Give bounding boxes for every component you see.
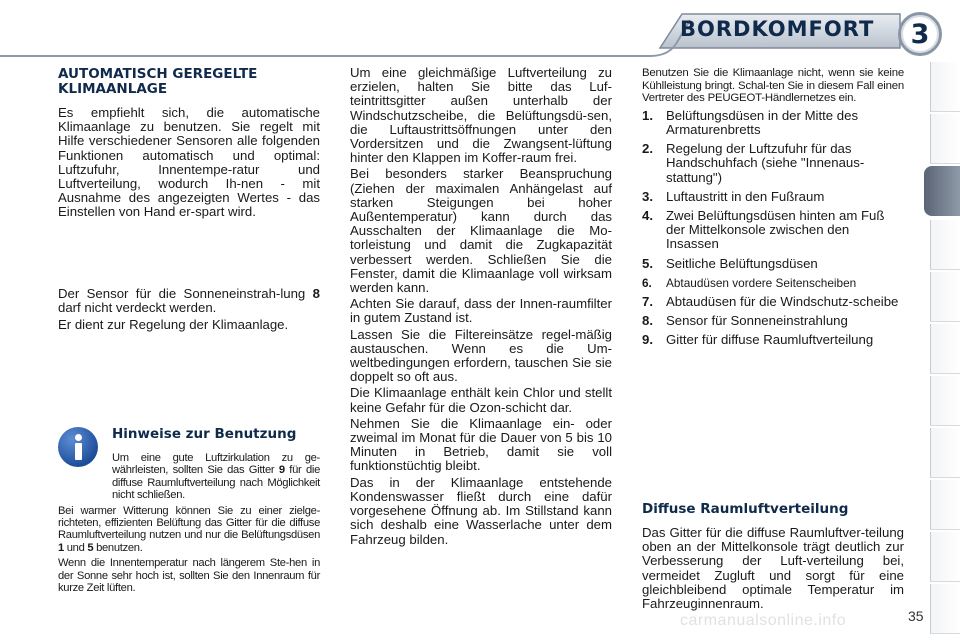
chapter-tab[interactable]: [930, 324, 960, 374]
column-left: [58, 67, 320, 222]
paragraph: [58, 452, 320, 502]
list-number: 1.: [642, 107, 653, 123]
list-text: Gitter für diffuse Raumluftverteilung: [666, 332, 874, 348]
page-number: 35: [908, 608, 924, 624]
text-span: darf nicht verdeckt werden.: [58, 300, 217, 316]
diffuse-air-section: [642, 502, 904, 613]
column-right: [642, 67, 904, 353]
list-number: 3.: [642, 188, 653, 204]
text-span: und: [63, 541, 88, 554]
paragraph: Es empfiehlt sich, die automatische Klimaanlage zu benutzen. Sie regelt mit Hilfe verschiedener Sensoren alle folgenden Funktionen automatisch und optimal: Luftzufuhr, Innentempe-ratur und Luftverteilung, wodurch Ih-nen - mit Ausnahme des angezeigten Wertes - das Einstellen von Hand er-spart wird.: [58, 105, 320, 220]
chapter-tab-rail: [930, 62, 960, 640]
info-body: [58, 452, 320, 597]
paragraph: [58, 287, 320, 315]
paragraph: Lassen Sie die Filtereinsätze regel-mäßig austauschen. Wenn es die Um-weltbedingungen erfordern, tauschen Sie sie doppelt so oft aus.: [350, 326, 612, 385]
paragraph: [58, 505, 320, 555]
text-span: benutzen.: [93, 541, 143, 554]
text-span: Um eine gute Luftzirkulation zu ge-währleisten, sollten Sie das Gitter: [112, 452, 320, 477]
chapter-badge: [898, 12, 942, 56]
list-number: 6.: [642, 275, 652, 290]
list-text: Zwei Belüftungsdüsen hinten am Fuß der Mittelkonsole zwischen den Insassen: [666, 208, 885, 252]
chapter-tab[interactable]: [930, 272, 960, 322]
reference-number: 1: [58, 541, 64, 554]
chapter-tab[interactable]: [930, 428, 960, 478]
list-text: Seitliche Belüftungsdüsen: [666, 255, 818, 271]
list-text: Luftaustritt in den Fußraum: [666, 188, 825, 204]
chapter-tab-active[interactable]: [924, 166, 960, 216]
chapter-tab[interactable]: [930, 532, 960, 582]
list-number: 4.: [642, 208, 653, 223]
list-item: [642, 142, 904, 185]
paragraph: Das in der Klimaanlage entstehende Kondenswasser fließt durch eine dafür vorgesehene Öffnung ab. Im Stillstand kann sich deshalb eine Wasserlache unter dem Fahrzeug bilden.: [350, 474, 612, 547]
list-item: [642, 295, 904, 309]
chapter-tab[interactable]: [930, 584, 960, 634]
info-heading: Hinweise zur Benutzung: [112, 426, 297, 442]
reference-number: 8: [312, 286, 320, 301]
paragraph: Das Gitter für die diffuse Raumluftver-teilung oben an der Mittelkonsole trägt deutlich zur Verbesserung der Luft-verteilung bei, vermeidet Zugluft und sorgt für eine gleichbleibend optimale Temperatur im Fahrzeuginnenraum.: [642, 525, 904, 612]
list-text: Abtaudüsen vordere Seitenscheiben: [666, 275, 857, 290]
chapter-number: 3: [910, 18, 930, 50]
list-number: 8.: [642, 313, 653, 329]
list-text: Belüftungsdüsen in der Mitte des Armaturenbretts: [666, 107, 859, 137]
info-icon-dot: [75, 434, 82, 441]
chapter-tab[interactable]: [930, 480, 960, 530]
list-item: [642, 314, 904, 328]
reference-number: 5: [87, 541, 94, 554]
reference-number: 9: [278, 464, 285, 477]
list-item: [642, 109, 904, 137]
chapter-tab[interactable]: [930, 62, 960, 112]
chapter-tab[interactable]: [930, 220, 960, 270]
paragraph: Nehmen Sie die Klimaanlage ein- oder zweimal im Monat für die Dauer von 5 bis 10 Minuten in Betrieb, damit sie voll funktionstüchtig bleibt.: [350, 415, 612, 474]
section-heading-automatic-ac: AUTOMATISCH GEREGELTE KLIMAANLAGE: [58, 66, 258, 97]
list-number: 5.: [642, 255, 653, 271]
list-item: [642, 257, 904, 271]
list-item: [642, 276, 904, 290]
list-item: [642, 209, 904, 252]
paragraph: Die Klimaanlage enthält kein Chlor und stellt keine Gefahr für die Ozon-schicht dar.: [350, 385, 612, 415]
list-number: 7.: [642, 294, 653, 310]
paragraph: Achten Sie darauf, dass der Innen-raumfilter in gutem Zustand ist.: [350, 296, 612, 326]
column-middle: [350, 66, 612, 549]
text-span: für die diffuse Raumluftverteilung nach Möglichkeit nicht schließen.: [112, 464, 320, 502]
watermark: carmanualsonline.info: [680, 612, 847, 629]
chapter-title: BORDKOMFORT: [680, 17, 875, 41]
list-number: 2.: [642, 141, 653, 157]
section-heading-diffuse-air: Diffuse Raumluftverteilung: [642, 501, 849, 517]
text-span: Der Sensor für die Sonneneinstrah-lung: [58, 286, 313, 301]
chapter-tab[interactable]: [930, 376, 960, 426]
chapter-tab[interactable]: [930, 114, 960, 164]
list-text: Regelung der Luftzufuhr für das Handschuhfach (siehe "Innenaus-stattung"): [666, 141, 865, 185]
list-item: [642, 333, 904, 347]
text-span: Bei warmer Witterung können Sie zu einer zielge-richteten, effizienten Belüftung das Gitter für die diffuse Raumluftverteilung nutzen und nur die Belüftungsdüsen: [58, 504, 320, 542]
paragraph: Bei besonders starker Beanspruchung (Ziehen der maximalen Anhängelast auf starken Steigungen bei hoher Außentemperatur) kann durch das Ausschalten der Klimaanlage die Mo-torleistung und damit die Zugkapazität verbessert werden. Schließen Sie die Fenster, damit die Klimaanlage voll wirksam werden kann.: [350, 166, 612, 296]
paragraph: Wenn die Innentemperatur nach längerem Ste-hen in der Sonne sehr hoch ist, sollten Sie den Innenraum für kurze Zeit lüften.: [58, 557, 320, 595]
paragraph: Um eine gleichmäßige Luftverteilung zu erzielen, halten Sie bitte das Luf-teintrittsgitter außen unterhalb der Windschutzscheibe, die Belüftungsdü-sen, die Luftaustrittsöffnungen unter den Vordersitzen und die Zwangsent-lüftung hinter den Klappen im Koffer-raum frei.: [350, 65, 612, 166]
list-text: Sensor für Sonneneinstrahlung: [666, 313, 848, 329]
legend-list: [642, 109, 904, 348]
paragraph: Er dient zur Regelung der Klimaanlage.: [58, 317, 289, 333]
list-item: [642, 190, 904, 204]
list-number: 9.: [642, 332, 653, 348]
paragraph: Benutzen Sie die Klimaanlage nicht, wenn sie keine Kühlleistung bringt. Schal-ten Sie in diesem Fall einen Vertreter des PEUGEOT-Händlernetzes ein.: [642, 67, 904, 105]
sensor-note: [58, 287, 320, 335]
list-text: Abtaudüsen für die Windschutz-scheibe: [666, 294, 899, 310]
